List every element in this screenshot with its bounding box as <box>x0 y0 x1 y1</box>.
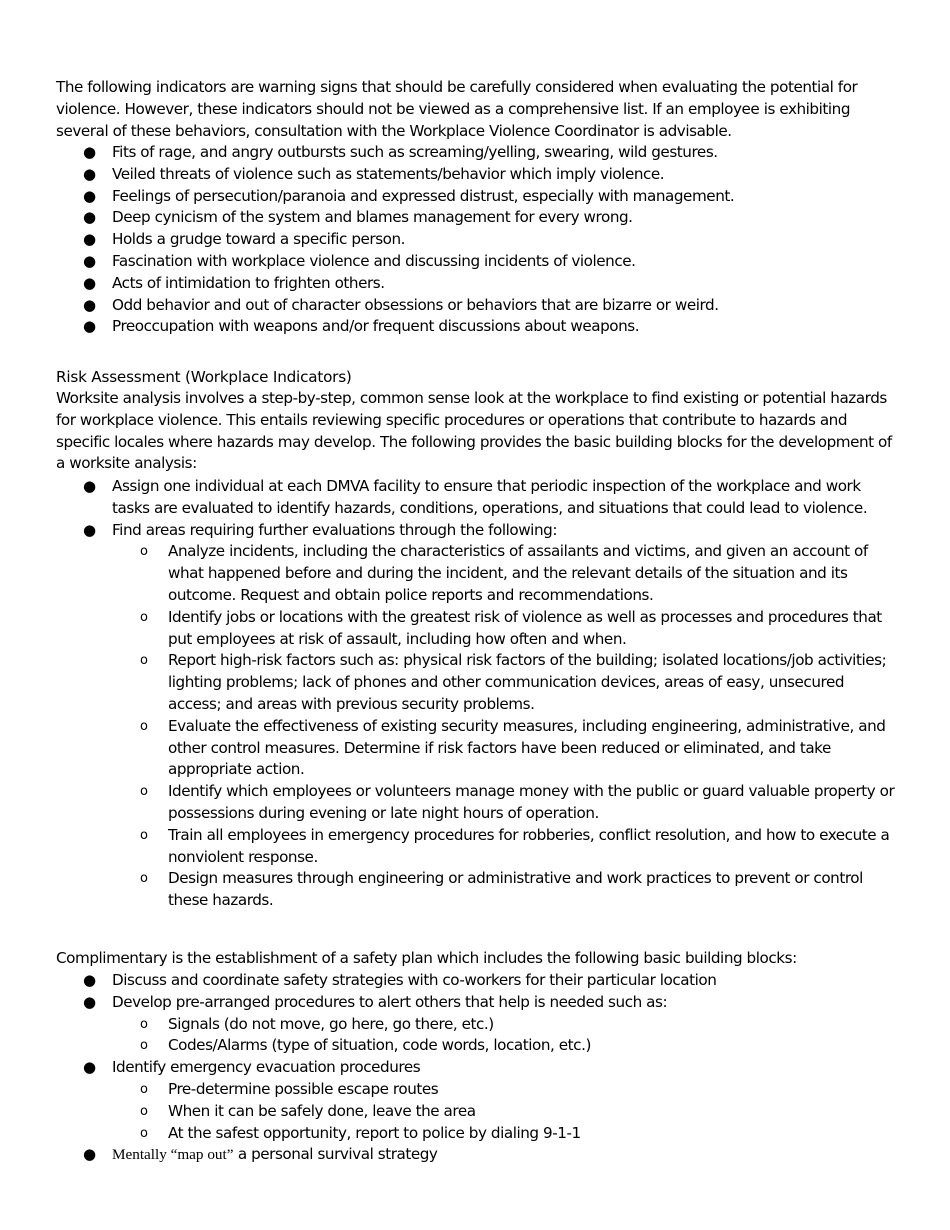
intro-paragraph: The following indicators are warning signs that should be carefully considered when evaluating the potential for violence. However, these indicators should not be viewed as a comprehensive list. If an employee is exhibiting several of these behaviors, consultation with the Workplace Violence Coordinator is advisable. <box>56 78 858 140</box>
sublist-item: o Design measures through engineering or administrative and work practices to prevent or control these hazards. <box>140 869 863 910</box>
bullet-icon: ● <box>83 230 96 249</box>
circle-bullet-icon: o <box>140 609 148 625</box>
list-item: ● Find areas requiring further evaluations through the following: o Analyze incidents, including the characteristics of assailants and victims, and given an account of what happened before and during the incident, and the relevant details of the situation and its outcome. Request and obtain police reports and recommendations. o Identify jobs or locations with the greatest risk of violence as well as processes and procedures that put employees at risk of assault, including how often and when. o Report high-risk factors such as: physical risk factors of the building; isolated locations/job activities; lighting problems; lack of phones and other communication devices, areas of easy, unsecured access; and areas with previous security problems. o Evaluate the effectiveness of existing security measures, including engineering, administrative, and other control measures. Determine if risk factors have been reduced or eliminated, and take appropriate action. o Identify which employees or volunteers manage money with the public or guard valuable property or possessions during evening or late night hours of operation. o Train all employees in emergency procedures for robberies, conflict resolution, and how to execute a nonviolent response. o Design measures through engineering or administrative and work practices to prevent or control these hazards. <box>56 520 898 912</box>
bullet-icon: ● <box>83 164 96 183</box>
section-heading-risk-assessment: Risk Assessment (Workplace Indicators) <box>56 368 352 386</box>
survival-strategy-text: a personal survival strategy <box>233 1145 438 1164</box>
evaluation-sublist <box>112 541 898 912</box>
list-item <box>56 1144 898 1166</box>
circle-bullet-icon: o <box>140 718 148 734</box>
sublist-item: o Identify jobs or locations with the greatest risk of violence as well as processes and procedures that put employees at risk of assault, including how often and when. <box>140 607 882 648</box>
survival-strategy-serif-text: Mentally “map out” <box>112 1146 234 1164</box>
circle-bullet-icon: o <box>140 1081 148 1097</box>
list-item: ● Odd behavior and out of character obsessions or behaviors that are bizarre or weird. <box>56 295 898 317</box>
list-item: ● Fascination with workplace violence and discussing incidents of violence. <box>56 251 898 273</box>
bullet-icon: ● <box>83 295 96 314</box>
list-item: ● Fits of rage, and angry outbursts such as screaming/yelling, swearing, wild gestures. <box>56 142 898 164</box>
circle-bullet-icon: o <box>140 871 148 887</box>
bullet-icon: ● <box>83 520 96 539</box>
bullet-icon: ● <box>83 208 96 227</box>
circle-bullet-icon: o <box>140 1038 148 1054</box>
bullet-icon: ● <box>83 1145 96 1164</box>
circle-bullet-icon: o <box>140 1125 148 1141</box>
sublist-item: o When it can be safely done, leave the area <box>112 1101 898 1123</box>
circle-bullet-icon: o <box>140 784 148 800</box>
bullet-icon: ● <box>83 992 96 1011</box>
list-item: ● Discuss and coordinate safety strategies with co-workers for their particular location <box>56 970 898 992</box>
bullet-icon: ● <box>83 186 96 205</box>
sublist-item: o Pre-determine possible escape routes <box>112 1079 898 1101</box>
sublist-item: o Analyze incidents, including the characteristics of assailants and victims, and given an account of what happened before and during the incident, and the relevant details of the situation and its outcome. Request and obtain police reports and recommendations. <box>140 542 868 604</box>
list-item: ● Holds a grudge toward a specific person. <box>56 229 898 251</box>
list-item: ● Develop pre-arranged procedures to alert others that help is needed such as: o Signals (do not move, go here, go there, etc.) o Codes/Alarms (type of situation, code words, location, etc.) <box>56 992 898 1057</box>
bullet-icon: ● <box>83 1058 96 1077</box>
circle-bullet-icon: o <box>140 827 148 843</box>
list-item: ● Feelings of persecution/paranoia and expressed distrust, especially with management. <box>56 186 898 208</box>
sublist-item: o At the safest opportunity, report to police by dialing 9-1-1 <box>112 1123 898 1145</box>
alert-procedures-sublist <box>112 1014 898 1058</box>
sublist-item: o Identify which employees or volunteers manage money with the public or guard valuable property or possessions during evening or late night hours of operation. <box>140 782 895 822</box>
list-item: ● Acts of intimidation to frighten others. <box>56 273 898 295</box>
bullet-icon: ● <box>83 477 96 495</box>
risk-assessment-list <box>56 476 898 912</box>
sublist-item: o Codes/Alarms (type of situation, code words, location, etc.) <box>112 1035 898 1057</box>
bullet-icon: ● <box>83 143 96 161</box>
safety-intro-paragraph: Complimentary is the establishment of a safety plan which includes the following basic building blocks: <box>56 949 797 967</box>
circle-bullet-icon: o <box>140 544 148 560</box>
list-item: ● Identify emergency evacuation procedures o Pre-determine possible escape routes o When it can be safely done, leave the area o At the safest opportunity, report to police by dialing 9-1-1 <box>56 1057 898 1144</box>
list-item: ● Assign one individual at each DMVA facility to ensure that periodic inspection of the workplace and work tasks are evaluated to identify hazards, conditions, operations, and situations that could lead to violence. <box>83 477 868 517</box>
warning-signs-list <box>56 142 898 338</box>
risk-intro-paragraph: Worksite analysis involves a step-by-step, common sense look at the workplace to find existing or potential hazards for workplace violence. This entails reviewing specific procedures or operations that contribute to hazards and specific locales where hazards may develop. The following provides the basic building blocks for the development of a worksite analysis: <box>56 389 892 473</box>
safety-plan-list <box>56 970 898 1166</box>
sublist-item: o Report high-risk factors such as: physical risk factors of the building; isolated locations/job activities; lighting problems; lack of phones and other communication devices, areas of easy, unsecured access; and areas with previous security problems. <box>140 651 887 713</box>
sublist-item: o Train all employees in emergency procedures for robberies, conflict resolution, and how to execute a nonviolent response. <box>140 825 890 866</box>
bullet-icon: ● <box>83 317 96 336</box>
sublist-item: o Signals (do not move, go here, go there, etc.) <box>112 1014 898 1036</box>
bullet-icon: ● <box>83 273 96 292</box>
list-item: ● Veiled threats of violence such as statements/behavior which imply violence. <box>56 164 898 186</box>
list-item: ● Preoccupation with weapons and/or frequent discussions about weapons. <box>56 316 898 338</box>
circle-bullet-icon: o <box>140 1103 148 1119</box>
bullet-icon: ● <box>83 251 96 270</box>
circle-bullet-icon: o <box>140 1016 148 1032</box>
bullet-icon: ● <box>83 971 96 989</box>
circle-bullet-icon: o <box>140 653 148 669</box>
sublist-item: o Evaluate the effectiveness of existing security measures, including engineering, administrative, and other control measures. Determine if risk factors have been reduced or eliminated, and take appropriate action. <box>140 716 886 779</box>
evacuation-sublist <box>112 1079 898 1144</box>
list-item: ● Deep cynicism of the system and blames management for every wrong. <box>56 207 898 229</box>
